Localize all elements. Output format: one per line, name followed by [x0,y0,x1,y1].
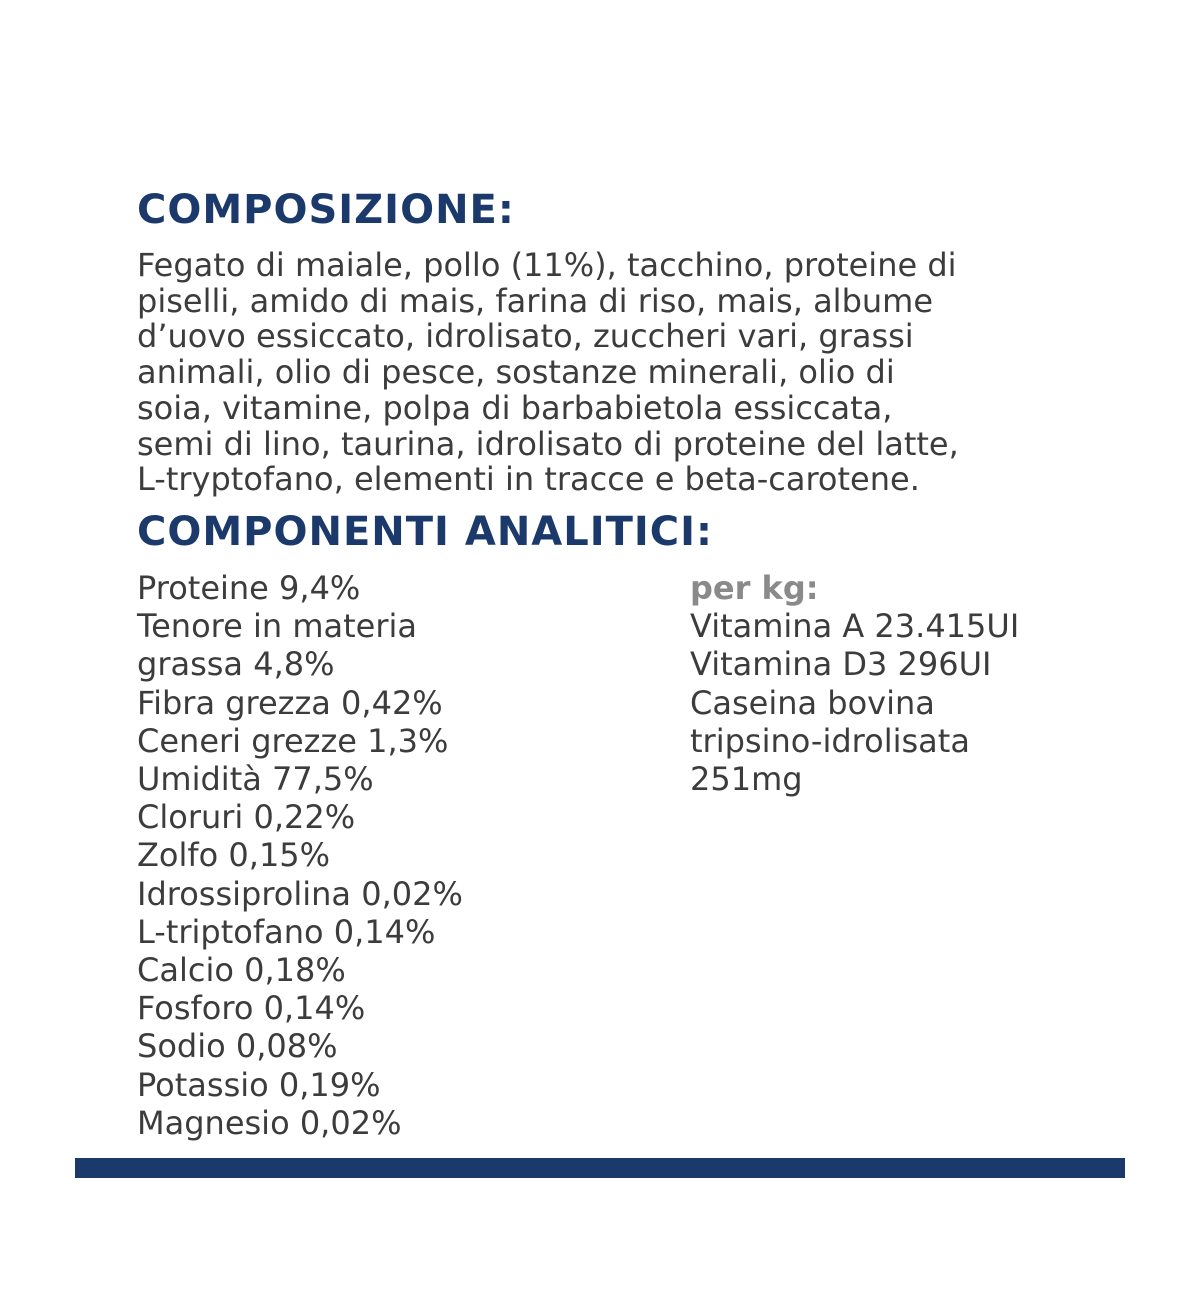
analytic-value-line: Ceneri grezze 1,3% [137,721,449,760]
composition-line: animali, olio di pesce, sostanze minerali, olio di [137,353,895,392]
additive-line: Caseina bovina [690,683,935,722]
additive-line: tripsino-idrolisata [690,721,970,760]
composition-line: piselli, amido di mais, farina di riso, mais, albume [137,281,934,320]
composition-line: L-tryptofano, elementi in tracce e beta-carotene. [137,460,920,499]
additives-per-kg-list [690,569,1019,798]
analytic-value-line: Proteine 9,4% [137,569,361,607]
analytic-values-list [137,569,463,1142]
per-kg-subheading: per kg: [690,569,819,607]
analytic-value-line: Sodio 0,08% [137,1027,338,1066]
analytic-value-line: L-triptofano 0,14% [137,912,436,951]
composition-heading: COMPOSIZIONE: [137,187,515,233]
composition-line: semi di lino, taurina, idrolisato di proteine del latte, [137,424,959,463]
analytic-value-line: Fibra grezza 0,42% [137,683,443,722]
analytic-value-line: Potassio 0,19% [137,1065,381,1104]
analytic-value-line: Magnesio 0,02% [137,1103,402,1142]
analytic-value-line: Zolfo 0,15% [137,836,331,875]
additive-line: Vitamina D3 296UI [690,645,992,684]
composition-text [137,248,1097,498]
analytic-value-line: Idrossiprolina 0,02% [137,874,463,913]
footer-divider-bar [75,1158,1125,1178]
analytic-value-line: grassa 4,8% [137,645,335,684]
additive-line: Vitamina A 23.415UI [690,607,1020,646]
additive-line: 251mg [690,760,803,799]
analytic-value-line: Fosforo 0,14% [137,989,366,1028]
analytic-value-line: Umidità 77,5% [137,760,374,799]
analytic-components-heading: COMPONENTI ANALITICI: [137,509,714,555]
composition-line: Fegato di maiale, pollo (11%), tacchino, proteine di [137,246,957,284]
analytic-value-line: Tenore in materia [137,607,417,646]
composition-line: d’uovo essiccato, idrolisato, zuccheri vari, grassi [137,317,914,356]
analytic-value-line: Calcio 0,18% [137,951,346,990]
analytic-value-line: Cloruri 0,22% [137,798,356,837]
composition-line: soia, vitamine, polpa di barbabietola essiccata, [137,388,893,427]
